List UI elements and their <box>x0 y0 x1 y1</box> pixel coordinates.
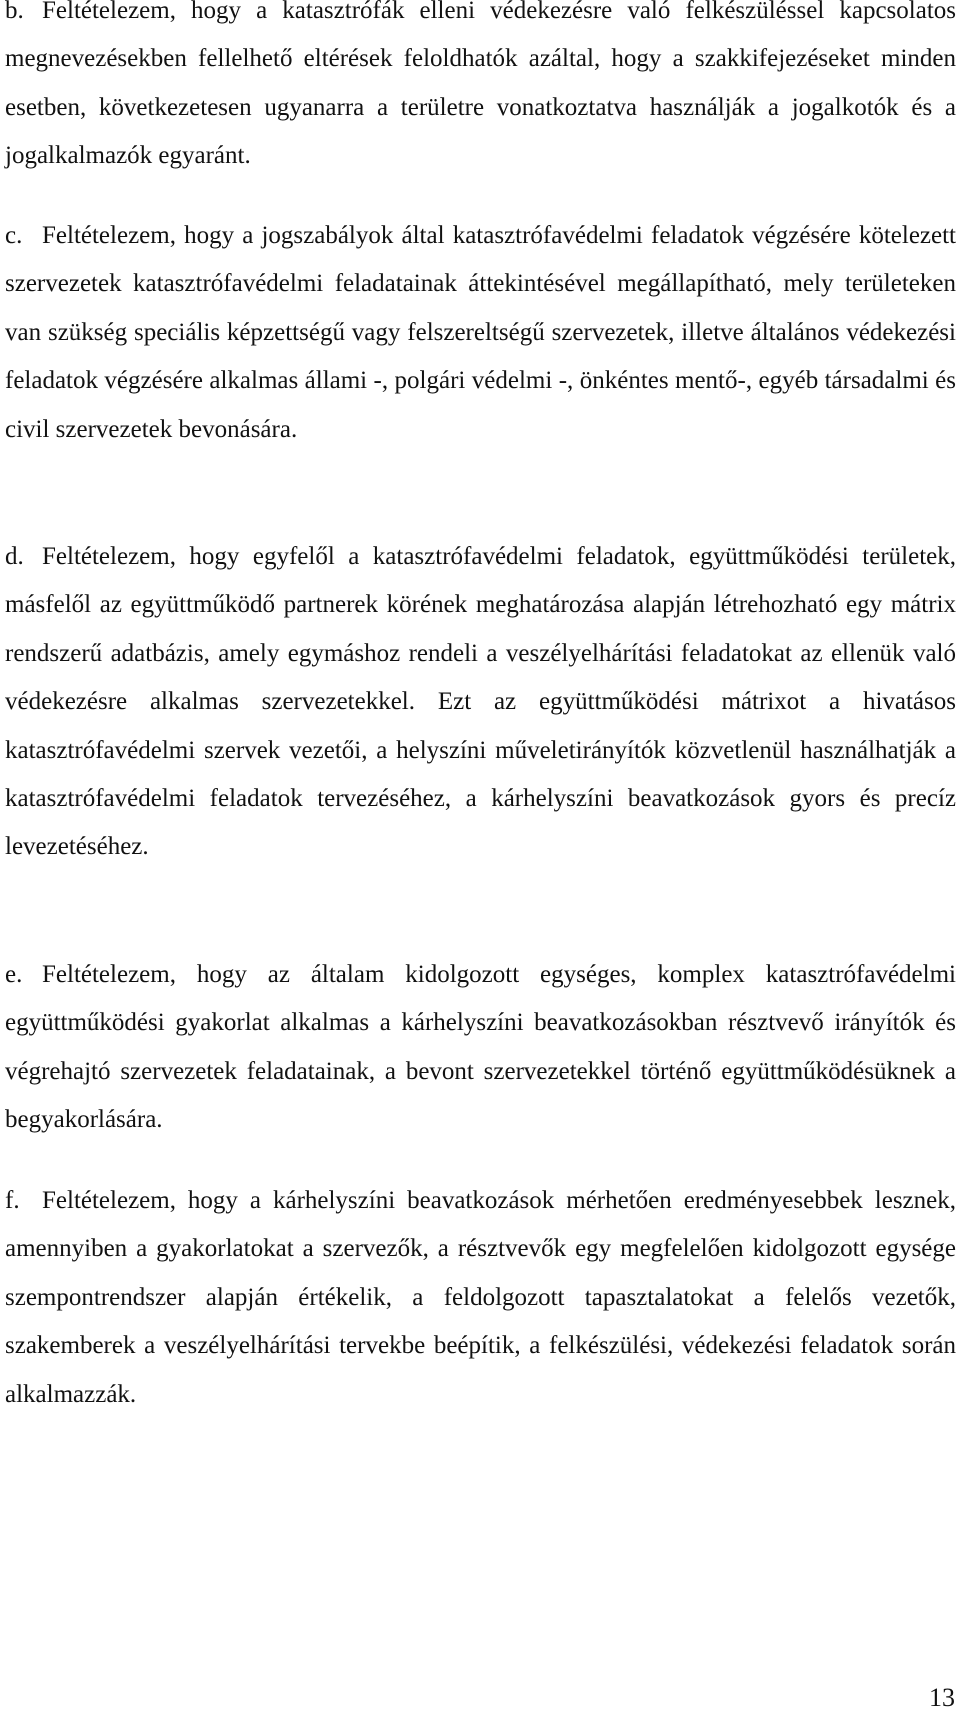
page-number: 13 <box>929 1683 955 1712</box>
hypothesis-c <box>5 212 956 454</box>
hypothesis-e <box>5 951 956 1145</box>
hypothesis-b <box>5 0 956 181</box>
hypothesis-e-text: Feltételezem, hogy az általam kidolgozott egységes, komplex katasztrófavédelmi együttműködési gyakorlat alkalmas a kárhelyszíni beavatkozásokban résztvevő irányítók és végrehajtó szervezetek feladatainak, a bevont szervezetekkel történő együttműködésüknek a begyakorlására. <box>5 961 956 1134</box>
hypothesis-c-text: Feltételezem, hogy a jogszabályok által katasztrófavédelmi feladatok végzésére kötelezett szervezetek katasztrófavédelmi feladatainak áttekintésével megállapítható, mely területeken van szükség speciális képzettségű vagy felszereltségű szervezetek, illetve általános védekezési feladatok végzésére alkalmas állami -, polgári védelmi -, önkéntes mentő-, egyéb társadalmi és civil szervezetek bevonására. <box>5 222 956 443</box>
hypothesis-f <box>5 1177 956 1419</box>
hypothesis-b-text: Feltételezem, hogy a katasztrófák elleni védekezésre való felkészüléssel kapcsolatos megnevezésekben fellelhető eltérések feloldhatók azáltal, hogy a szakkifejezéseket minden esetben, következetesen ugyanarra a területre vonatkoztatva használják a jogalkotók és a jogalkalmazók egyaránt. <box>5 0 956 170</box>
hypothesis-b-label: b. <box>5 0 24 24</box>
hypothesis-f-label: f. <box>5 1187 20 1214</box>
hypothesis-d-text: Feltételezem, hogy egyfelől a katasztrófavédelmi feladatok, együttműködési területek, másfelől az együttműködő partnerek körének meghatározása alapján létrehozható egy mátrix rendszerű adatbázis, amely egymáshoz rendeli a veszélyelhárítási feladatokat az ellenük való védekezésre alkalmas szervezetekkel. Ezt az együttműködési mátrixot a hivatásos katasztrófavédelmi szervek vezetői, a helyszíni műveletirányítók közvetlenül használhatják a katasztrófavédelmi feladatok tervezéséhez, a kárhelyszíni beavatkozások gyors és precíz levezetéséhez. <box>5 543 956 861</box>
hypothesis-d <box>5 533 956 872</box>
hypothesis-d-label: d. <box>5 543 24 570</box>
hypothesis-f-text: Feltételezem, hogy a kárhelyszíni beavatkozások mérhetően eredményesebbek lesznek, amennyiben a gyakorlatokat a szervezők, a résztvevők egy megfelelően kidolgozott egysége szempontrendszer alapján értékelik, a feldolgozott tapasztalatokat a felelős vezetők, szakemberek a veszélyelhárítási tervekbe beépítik, a felkészülési, védekezési feladatok során alkalmazzák. <box>5 1187 956 1408</box>
hypothesis-c-label: c. <box>5 222 23 249</box>
hypothesis-e-label: e. <box>5 961 23 988</box>
